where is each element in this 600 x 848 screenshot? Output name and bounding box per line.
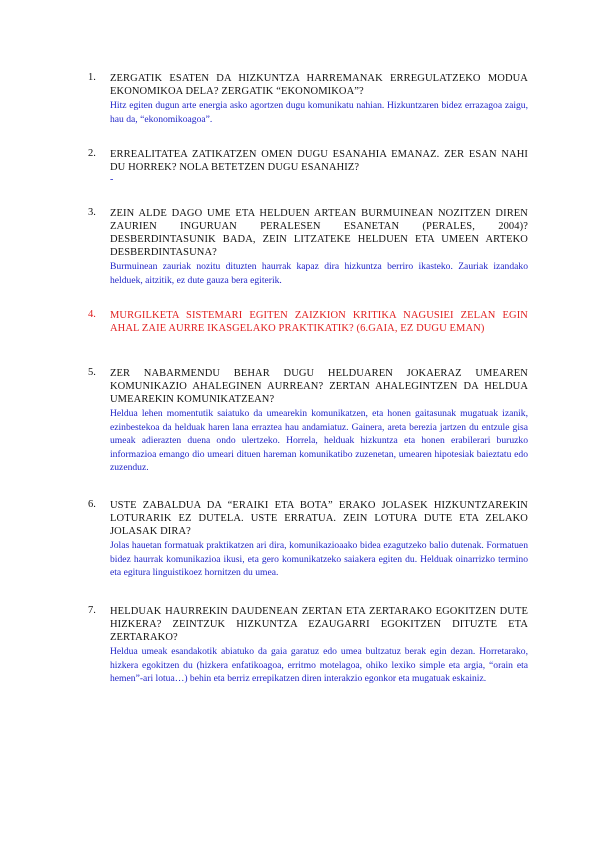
question-number: 2. (88, 148, 96, 159)
question-number: 4. (88, 309, 96, 320)
answer-text: Heldua lehen momentutik saiatuko da umearekin komunikatzen, eta honen gaitasunak mugatuak izanik, ezinbestekoa da helduak haren lana erraztea hau andamiatuz. Gainera, areta berezia jartzen du entzule gisa umeak adierazten duena ondo ulertzeko. Horrela, helduak hizkuntza eta honen erabilerari buruzko informazioa emango dio umeari dituen hareman komunikatibo zuzenetan, umearen hipotesiak baieztatu edo zuzenduz. (110, 408, 528, 473)
question-number: 5. (88, 367, 96, 378)
question-text: HELDUAK HAURREKIN DAUDENEAN ZERTAN ETA ZERTARAKO EGOKITZEN DUTE HIZKERA? ZEINTZUK HIZKUNTZA EZAUGARRI EGOKITZEN DITUZTE ETA ZERTARAKO? (110, 606, 528, 643)
question-3 (88, 207, 528, 287)
question-text: ERREALITATEA ZATIKATZEN OMEN DUGU ESANAHIA EMANAZ. ZER ESAN NAHI DU HORREK? NOLA BETETZEN DUGU ESANAHIZ? (110, 149, 528, 173)
question-4 (88, 309, 528, 335)
question-text: ZEIN ALDE DAGO UME ETA HELDUEN ARTEAN BURMUINEAN NOZITZEN DIREN ZAURIEN INGURUAN PERALESEN ESANETAN (PERALES, 2004)? DESBERDINTASUNIK BADA, ZEIN LITZATEKE HELDUEN ETA UMEEN ARTEKO DESBERDINTASUNA? (110, 208, 528, 258)
question-number: 7. (88, 605, 96, 616)
question-7 (88, 605, 528, 686)
question-5 (88, 367, 528, 475)
answer-text: Hitz egiten dugun arte energia asko agortzen dugu komunikatu nahian. Hizkuntzaren bidez errazagoa zaigu, hau da, “ekonomikoagoa”. (110, 100, 528, 125)
question-6 (88, 499, 528, 580)
answer-text: - (110, 174, 114, 185)
question-1 (88, 72, 528, 126)
question-text: ZERGATIK ESATEN DA HIZKUNTZA HARREMANAK ERREGULATZEKO MODUA EKONOMIKOA DELA? ZERGATIK “EKONOMIKOA”? (110, 73, 528, 97)
question-2 (88, 148, 528, 185)
question-text: MURGILKETA SISTEMARI EGITEN ZAIZKION KRITIKA NAGUSIEI ZELAN EGIN AHAL ZAIE AURRE IKASGELAKO PRAKTIKATIK? (6.GAIA, EZ DUGU EMAN) (110, 310, 528, 334)
answer-text: Jolas hauetan formatuak praktikatzen ari dira, komunikazioaako bidea ezagutzeko balio dutenak. Formatuen bidez haurrak komunikazioa ikusi, eta gero komunikatzeko saiakera egiten du. Helduak oinarrizko termino eta egitura linguistikoez hornitzen du umea. (110, 540, 528, 578)
question-number: 6. (88, 499, 96, 510)
answer-text: Heldua umeak esandakotik abiatuko da gaia garatuz edo umea bultzatuz berak egin dezan. Horretarako, hizkera egokitzen du (hizkera enfatikoagoa, erritmo motelagoa, ohiko lexiko simple eta argia, “orain eta hemen”-ari lotua…) behin eta berriz errepikatzen diren interakzio egonkor eta mugatuak eskainiz. (110, 646, 528, 684)
question-number: 1. (88, 72, 96, 83)
answer-text: Burmuinean zauriak nozitu dituzten haurrak kapaz dira hizkuntza berriro ikasteko. Zauriak izandako helduek, aitzitik, ez dute gauza bera egiterik. (110, 261, 528, 286)
question-text: USTE ZABALDUA DA “ERAIKI ETA BOTA” ERAKO JOLASEK HIZKUNTZAREKIN LOTURARIK EZ DUTELA. USTE ERRATUA. ZEIN LOTURA DUTE ETA ZELAKO JOLASAK DIRA? (110, 500, 528, 537)
question-text: ZER NABARMENDU BEHAR DUGU HELDUAREN JOKAERAZ UMEAREN KOMUNIKAZIO AHALEGINEN AURREAN? ZERTAN AHALEGINTZEN DA HELDUA UMEAREKIN KOMUNIKATZEAN? (110, 368, 528, 405)
question-number: 3. (88, 207, 96, 218)
